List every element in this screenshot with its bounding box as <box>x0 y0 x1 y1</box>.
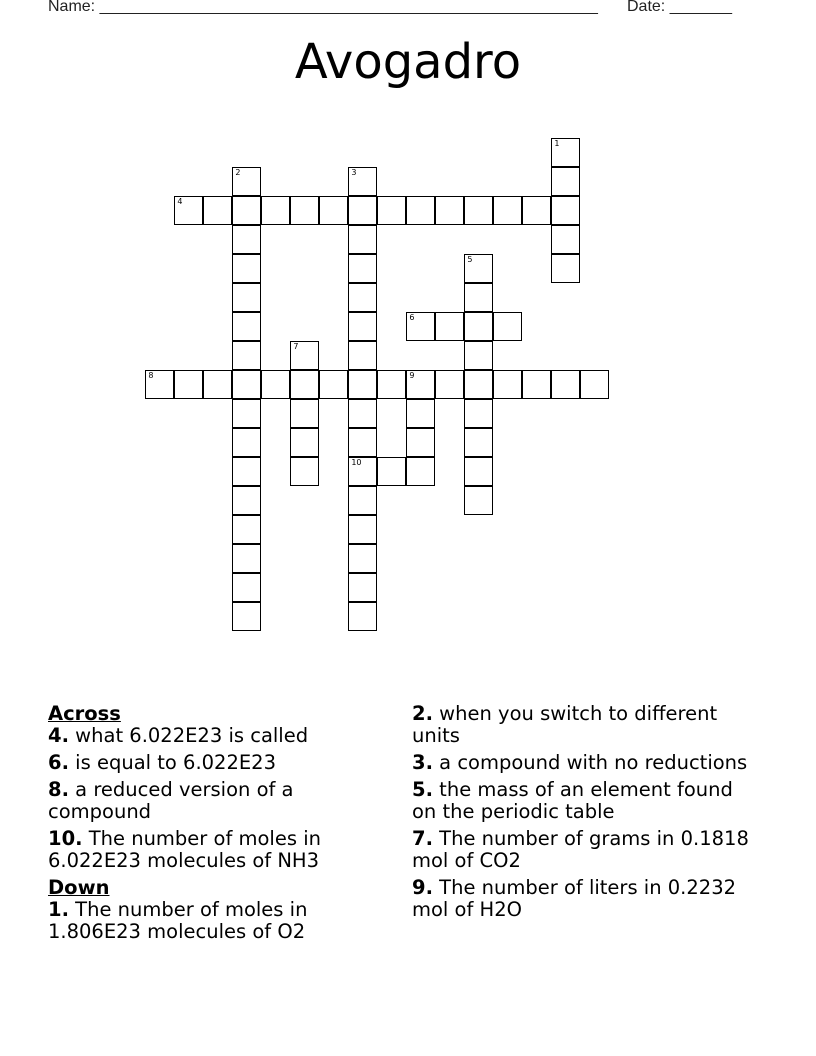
crossword-cell[interactable] <box>348 370 377 399</box>
crossword-cell[interactable] <box>145 370 174 399</box>
crossword-cell[interactable] <box>348 399 377 428</box>
clue-item <box>48 752 388 774</box>
cell-number: 10 <box>351 458 362 468</box>
clue-item <box>412 828 752 872</box>
crossword-cell[interactable] <box>406 399 435 428</box>
clue-text: when you switch to different units <box>412 702 718 747</box>
crossword-cell[interactable] <box>377 196 406 225</box>
date-field-label: Date: _______ <box>627 0 732 15</box>
clue-number: 9. <box>412 876 433 899</box>
crossword-cell[interactable] <box>464 428 493 457</box>
crossword-cell[interactable] <box>493 196 522 225</box>
crossword-cell[interactable] <box>464 254 493 283</box>
crossword-cell[interactable] <box>232 370 261 399</box>
crossword-cell[interactable] <box>551 254 580 283</box>
clue-number: 5. <box>412 778 433 801</box>
crossword-cell[interactable] <box>348 341 377 370</box>
clue-section-heading: Down <box>48 876 110 899</box>
clue-item <box>412 752 752 774</box>
crossword-cell[interactable] <box>406 457 435 486</box>
crossword-cell[interactable] <box>348 312 377 341</box>
cell-number: 9 <box>409 371 415 381</box>
crossword-cell[interactable] <box>290 399 319 428</box>
crossword-cell[interactable] <box>348 515 377 544</box>
clue-text: what 6.022E23 is called <box>68 724 309 747</box>
clue-number: 10. <box>48 827 83 850</box>
crossword-cell[interactable] <box>464 196 493 225</box>
crossword-cell[interactable] <box>435 370 464 399</box>
crossword-cell[interactable] <box>377 457 406 486</box>
crossword-cell[interactable] <box>348 457 377 486</box>
crossword-cell[interactable] <box>348 486 377 515</box>
clue-text: The number of moles in 6.022E23 molecules of NH3 <box>48 827 321 872</box>
clue-item <box>412 779 752 823</box>
crossword-cell[interactable] <box>493 312 522 341</box>
crossword-cell[interactable] <box>232 283 261 312</box>
crossword-cell[interactable] <box>261 370 290 399</box>
crossword-cell[interactable] <box>290 341 319 370</box>
crossword-cell[interactable] <box>522 370 551 399</box>
crossword-cell[interactable] <box>551 167 580 196</box>
crossword-cell[interactable] <box>232 225 261 254</box>
crossword-cell[interactable] <box>551 196 580 225</box>
crossword-cell[interactable] <box>406 428 435 457</box>
crossword-cell[interactable] <box>348 225 377 254</box>
clue-number: 7. <box>412 827 433 850</box>
clue-item <box>48 779 388 823</box>
crossword-cell[interactable] <box>319 196 348 225</box>
crossword-cell[interactable] <box>174 196 203 225</box>
clue-item <box>412 703 752 747</box>
crossword-cell[interactable] <box>232 196 261 225</box>
clue-number: 2. <box>412 702 433 725</box>
crossword-cell[interactable] <box>174 370 203 399</box>
crossword-cell[interactable] <box>406 312 435 341</box>
clue-text: a compound with no reductions <box>432 751 748 774</box>
cell-number: 5 <box>467 255 473 265</box>
crossword-cell[interactable] <box>232 486 261 515</box>
crossword-cell[interactable] <box>348 254 377 283</box>
crossword-cell[interactable] <box>464 283 493 312</box>
crossword-cell[interactable] <box>580 370 609 399</box>
name-field-label: Name: ________________________________________________________ <box>48 0 598 15</box>
clue-item <box>48 899 388 943</box>
crossword-cell[interactable] <box>232 544 261 573</box>
crossword-cell[interactable] <box>348 167 377 196</box>
crossword-cell[interactable] <box>232 515 261 544</box>
cell-number: 3 <box>351 168 357 178</box>
crossword-cell[interactable] <box>232 167 261 196</box>
crossword-cell[interactable] <box>290 457 319 486</box>
clue-text: the mass of an element found on the periodic table <box>412 778 733 823</box>
crossword-cell[interactable] <box>464 312 493 341</box>
crossword-cell[interactable] <box>232 399 261 428</box>
crossword-cell[interactable] <box>522 196 551 225</box>
crossword-cell[interactable] <box>348 283 377 312</box>
clue-item <box>412 877 752 921</box>
crossword-cell[interactable] <box>232 457 261 486</box>
clue-number: 8. <box>48 778 69 801</box>
crossword-cell[interactable] <box>464 457 493 486</box>
crossword-cell[interactable] <box>348 573 377 602</box>
crossword-cell[interactable] <box>232 602 261 631</box>
crossword-cell[interactable] <box>232 573 261 602</box>
crossword-cell[interactable] <box>348 428 377 457</box>
crossword-cell[interactable] <box>290 370 319 399</box>
clue-number: 6. <box>48 751 69 774</box>
clues-column-left <box>48 703 388 948</box>
crossword-cell[interactable] <box>551 225 580 254</box>
crossword-cell[interactable] <box>232 428 261 457</box>
crossword-cell[interactable] <box>348 544 377 573</box>
crossword-cell[interactable] <box>232 341 261 370</box>
crossword-cell[interactable] <box>435 312 464 341</box>
crossword-cell[interactable] <box>464 399 493 428</box>
crossword-cell[interactable] <box>203 196 232 225</box>
crossword-cell[interactable] <box>377 370 406 399</box>
clue-text: is equal to 6.022E23 <box>68 751 276 774</box>
cell-number: 6 <box>409 313 415 323</box>
clue-item <box>48 725 388 747</box>
clue-section-heading: Across <box>48 702 121 725</box>
crossword-cell[interactable] <box>464 341 493 370</box>
crossword-cell[interactable] <box>348 196 377 225</box>
cell-number: 4 <box>177 197 183 207</box>
cell-number: 2 <box>235 168 241 178</box>
crossword-cell[interactable] <box>261 196 290 225</box>
clue-text: a reduced version of a compound <box>48 778 294 823</box>
crossword-cell[interactable] <box>348 602 377 631</box>
cell-number: 8 <box>148 371 154 381</box>
crossword-cell[interactable] <box>493 370 522 399</box>
crossword-cell[interactable] <box>551 370 580 399</box>
crossword-cell[interactable] <box>290 196 319 225</box>
clue-text: The number of grams in 0.1818 mol of CO2 <box>412 827 749 872</box>
crossword-cell[interactable] <box>406 370 435 399</box>
crossword-cell[interactable] <box>232 254 261 283</box>
page-title: Avogadro <box>294 34 522 90</box>
clue-text: The number of moles in 1.806E23 molecules of O2 <box>48 898 308 943</box>
clue-number: 1. <box>48 898 69 921</box>
clue-number: 4. <box>48 724 69 747</box>
crossword-cell[interactable] <box>464 486 493 515</box>
clues-column-right <box>412 703 752 926</box>
crossword-cell[interactable] <box>203 370 232 399</box>
cell-number: 7 <box>293 342 299 352</box>
crossword-cell[interactable] <box>435 196 464 225</box>
crossword-cell[interactable] <box>464 370 493 399</box>
cell-number: 1 <box>554 139 560 149</box>
crossword-cell[interactable] <box>290 428 319 457</box>
crossword-cell[interactable] <box>232 312 261 341</box>
crossword-cell[interactable] <box>319 370 348 399</box>
clue-number: 3. <box>412 751 433 774</box>
clue-text: The number of liters in 0.2232 mol of H2O <box>412 876 737 921</box>
clue-item <box>48 828 388 872</box>
crossword-cell[interactable] <box>406 196 435 225</box>
crossword-cell[interactable] <box>551 138 580 167</box>
